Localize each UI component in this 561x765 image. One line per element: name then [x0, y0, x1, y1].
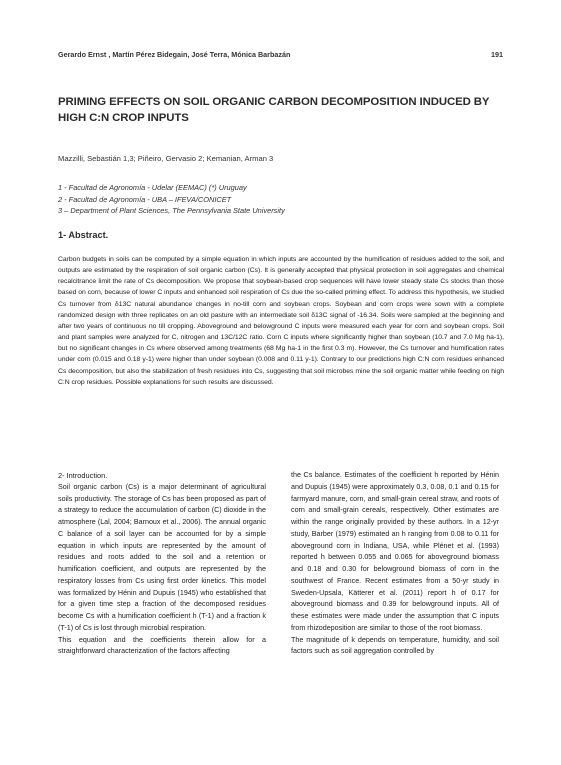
page-number: 191 [491, 50, 503, 59]
running-header [58, 50, 503, 59]
affiliations [58, 182, 285, 217]
right-column [291, 470, 499, 658]
author-list: Mazzilli, Sebastián 1,3; Piñeiro, Gervasio 2; Kemanian, Arman 3 [58, 154, 274, 163]
intro-paragraph-1: Soil organic carbon (Cs) is a major determinant of agricultural soils productivity. The storage of Cs has been proposed as part of a strategy to reduce the accumulation of carbon (C) dioxide in the atmosphere (Lal, 2004; Barnoux et al., 2006). The annual organic C balance of a soil layer can be accounted for by a simple equation in which inputs are represented by the amount of residues and roots added to the soil and a retention or humification coefficient, and outputs are represented by the respiratory losses from Cs using first order kinetics. This model was formalized by Hénin and Dupuis (1945) who established that for a given time step a fraction of the decomposed residues become Cs with a humification coefficient h (T-1) and a fraction k (T-1) of Cs is lost through microbial respiration. [58, 482, 266, 632]
intro-paragraph-4: The magnitude of k depends on temperature, humidity, and soil factors such as soil aggregation controlled by [291, 635, 499, 656]
abstract-heading: 1- Abstract. [58, 230, 109, 240]
paper-title: PRIMING EFFECTS ON SOIL ORGANIC CARBON DECOMPOSITION INDUCED BY HIGH C:N CROP INPUTS [58, 96, 490, 124]
left-column [58, 470, 266, 658]
abstract-body: Carbon budgets in soils can be computed by a simple equation in which inputs are accounted by the humification of residues added to the soil, and outputs are estimated by the respiration of soil organic carbon (Cs). It is generally accepted that physical protection in soil aggregates and chemical recalcitrance limit the rate of Cs decomposition. We propose that soybean-based crop sequences will have lower steady state Cs stocks than those based on corn, because of lower C inputs and enhanced soil respiration of Cs due the so-called priming effect. To address this hypothesis, we studied Cs turnover from δ13C natural abundance changes in no-till corn and soybean crops. Soybean and corn crops were sown with a complete randomized design with three replicates on an old pasture with an intermediate soil δ13C signal of -16.34. Soils were sampled at the beginning and after two years of continuous no till cropping. Aboveground and belowground C inputs were measured each year for corn and soybean crops. Soil and plant samples were analyzed for C, nitrogen and 13C/12C ratio. Corn C inputs where significantly higher than soybean (10.7 and 7.0 Mg ha-1), but no significant changes in Cs where observed among treatments (68 Mg ha-1 in the first 0.3 m). However, the Cs turnover and humification rates under corn (0.015 and 0.18 y-1) were higher than under soybean (0.008 and 0.11 y-1). Contrary to our predictions high C:N corn residues enhanced Cs decomposition, but also the stabilization of fresh residues into Cs, suggesting that soil microbes mine the soil organic matter while feeding on high C:N crop residues. Possible explanations for such results are discussed. [58, 256, 504, 386]
intro-paragraph-2: This equation and the coefficients therein allow for a straightforward characterization of the factors affecting [58, 635, 266, 656]
affiliation-3: 3 – Department of Plant Sciences, The Pennsylvania State University [58, 206, 285, 216]
affiliation-1: 1 - Facultad de Agronomía - Udelar (EEMAC) (*) Uruguay [58, 183, 247, 192]
running-authors: Gerardo Ernst , Martín Pérez Bidegain, José Terra, Mónica Barbazán [58, 50, 291, 59]
intro-paragraph-3: the Cs balance. Estimates of the coefficient h reported by Hénin and Dupuis (1945) were approximately 0.3, 0.08, 0.1 and 0.15 for farmyard manure, corn, and small-grain cereal straw, and roots of corn and small-grain cereals, respectively. Other estimates are within the range originally provided by these authors. In a 12-yr study, Barber (1979) estimated an h ranging from 0.08 to 0.11 for aboveground corn in Indiana, USA, while Plénet et al. (1993) reported h between 0.055 and 0.065 for aboveground biomass and 0.18 and 0.30 for belowground biomass of corn in the southwest of France. Recent estimates from a 50-yr study in Sweden-Upsala, Kätterer et al. (2011) report h of 0.17 for aboveground biomass and 0.39 for belowground inputs. All of these estimates were made under the assumption that C inputs from rhizodeposition are similar to those of the root biomass. [291, 471, 499, 632]
affiliation-2: 2 - Facultad de Agronomía - UBA – IFEVA/CONICET [58, 194, 232, 204]
introduction-heading: 2- Introduction. [58, 471, 108, 480]
